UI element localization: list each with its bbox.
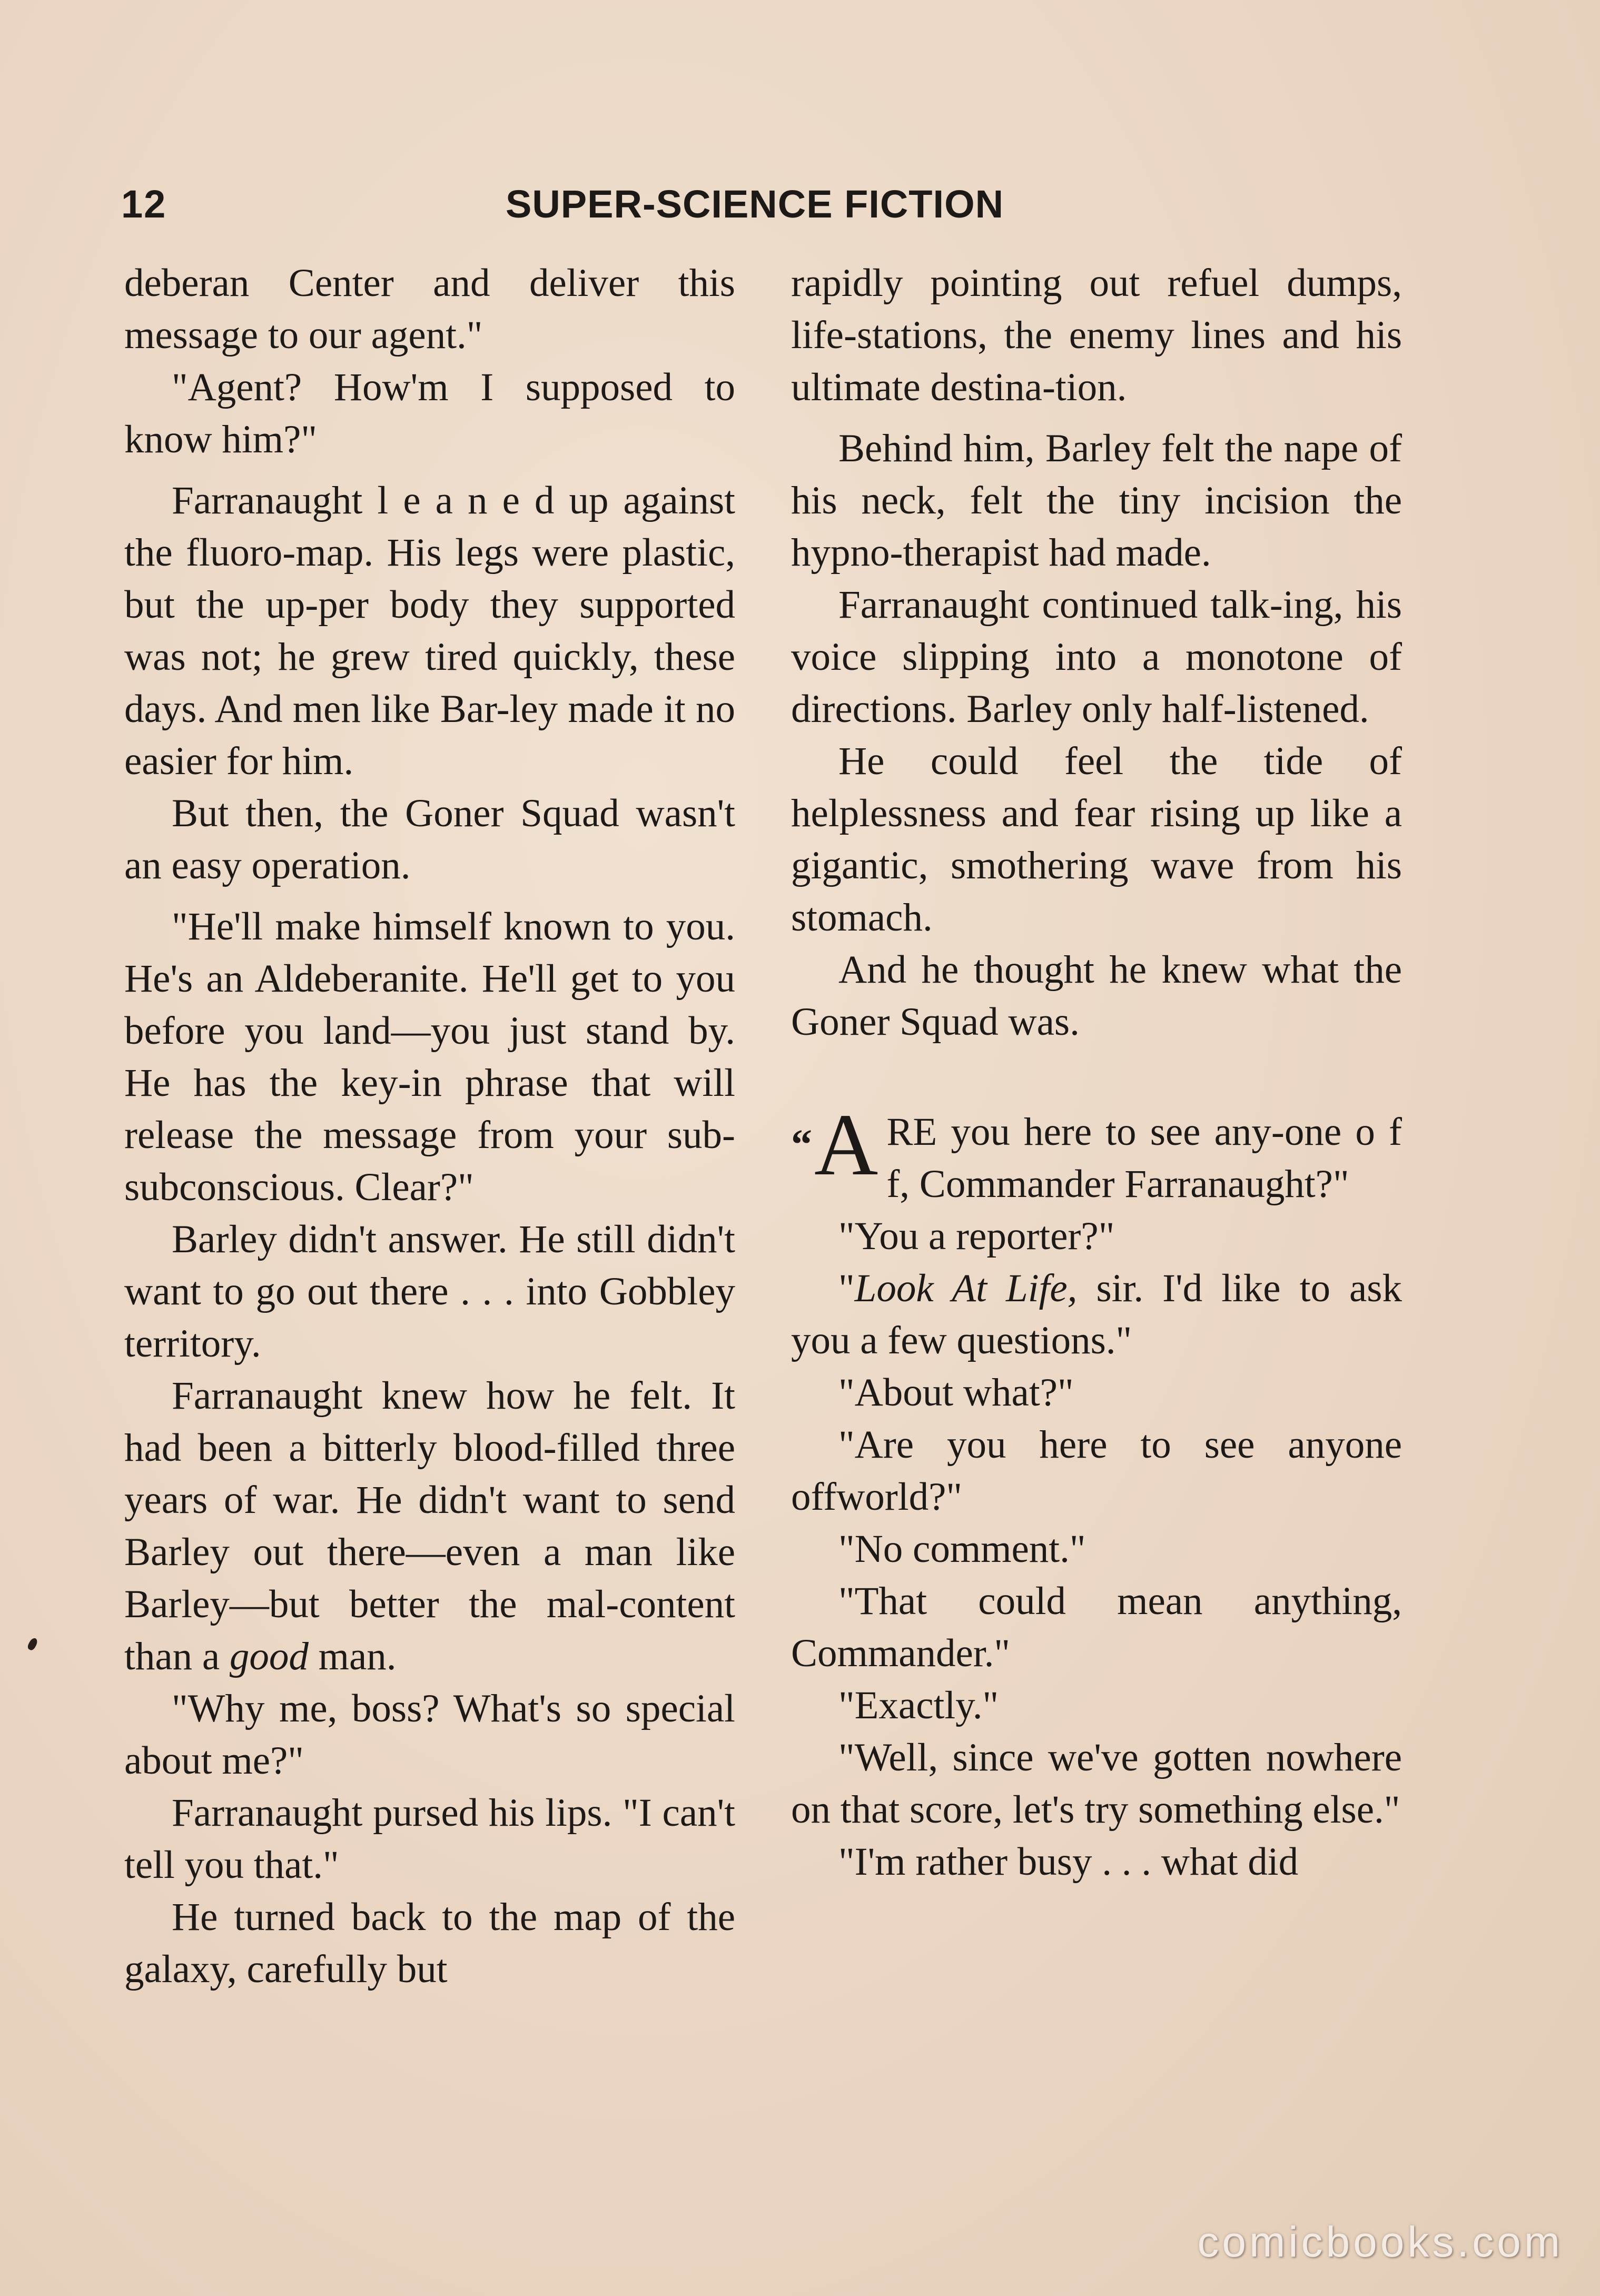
paragraph xyxy=(124,474,735,787)
italic-text: Look At Life, xyxy=(854,1266,1078,1310)
right-column-part-two xyxy=(791,1210,1402,1888)
paragraph xyxy=(124,1683,735,1787)
paragraph xyxy=(791,1210,1402,1262)
drop-cap-quote: “ xyxy=(791,1122,812,1168)
paragraph xyxy=(791,579,1402,735)
paragraph xyxy=(124,1370,735,1683)
paragraph xyxy=(791,1575,1402,1679)
paragraph xyxy=(791,1679,1402,1731)
text-run: "About what?" xyxy=(838,1371,1074,1414)
paragraph xyxy=(124,900,735,1213)
text-run: Barley didn't answer. He still didn't want to go out there . . . into Gobbley territory. xyxy=(124,1218,735,1365)
section-opening-paragraph xyxy=(791,1096,1402,1210)
right-column-part-one xyxy=(791,257,1402,1048)
paragraph xyxy=(791,257,1402,413)
paragraph xyxy=(791,944,1402,1048)
paragraph xyxy=(791,1367,1402,1419)
text-run: sir. I'd like to ask you a few questions." xyxy=(791,1266,1402,1362)
text-run: Farranaught l e a n e d up against the fluoro-map. His legs were plastic, but the up-per body they supported was not; he grew tired quickly, these days. And men like Bar-ley made it no easier for him. xyxy=(124,479,735,783)
text-run: "Are you here to see anyone offworld?" xyxy=(791,1423,1402,1519)
paragraph xyxy=(124,1213,735,1370)
paragraph xyxy=(124,257,735,361)
text-run: "That could mean anything, Commander." xyxy=(791,1579,1402,1675)
drop-cap xyxy=(791,1096,878,1194)
paragraph xyxy=(791,735,1402,944)
text-run: "He'll make himself known to you. He's an Aldeberanite. He'll get to you before you land—you just stand by. He has the key-in phrase that will release the message from your sub-subconscious. Clear?" xyxy=(124,905,735,1209)
text-run: "Why me, boss? What's so special about me?" xyxy=(124,1687,735,1783)
text-run: Farranaught continued talk-ing, his voice slipping into a monotone of directions. Barley only half-listened. xyxy=(791,583,1402,731)
text-run: rapidly pointing out refuel dumps, life-stations, the enemy lines and his ultimate destina-tion. xyxy=(791,261,1402,409)
page-number: 12 xyxy=(121,182,167,226)
ink-speck xyxy=(26,1637,39,1651)
paragraph xyxy=(124,787,735,892)
text-run: deberan Center and deliver this message to our agent." xyxy=(124,261,735,357)
text-run: "Agent? How'm I supposed to know him?" xyxy=(124,365,735,461)
running-head: SUPER-SCIENCE FICTION xyxy=(506,182,1004,226)
paragraph xyxy=(791,1419,1402,1523)
right-text-column xyxy=(791,257,1402,1888)
text-run: "I'm rather busy . . . what did xyxy=(838,1840,1299,1884)
section-opening-text: RE you here to see any-one o f f, Commander Farranaught?" xyxy=(886,1110,1402,1206)
text-run: Farranaught knew how he felt. It had been a bitterly blood-filled three years of war. He didn't want to send Barley out there—even a man like Barley—but better the mal-content than a xyxy=(124,1374,735,1678)
text-run: He could feel the tide of helplessness and fear rising up like a gigantic, smothering wave from his stomach. xyxy=(791,739,1402,939)
text-run: And he thought he knew what the Goner Squad was. xyxy=(791,948,1402,1044)
left-text-column xyxy=(124,257,735,1995)
text-run: But then, the Goner Squad wasn't an easy operation. xyxy=(124,791,735,887)
page-header xyxy=(121,182,1406,245)
paragraph xyxy=(791,1262,1402,1367)
paragraph xyxy=(791,1731,1402,1836)
text-run: He turned back to the map of the galaxy, carefully but xyxy=(124,1895,735,1991)
text-run: Farranaught pursed his lips. "I can't tell you that." xyxy=(124,1791,735,1887)
paragraph xyxy=(124,361,735,466)
paragraph xyxy=(791,1523,1402,1575)
text-run: man. xyxy=(308,1635,397,1678)
text-run: "Well, since we've gotten nowhere on that score, let's try something else." xyxy=(791,1736,1402,1832)
drop-cap-letter: A xyxy=(814,1096,878,1194)
paragraph xyxy=(124,1787,735,1891)
watermark: comicbooks.com xyxy=(1197,2218,1563,2266)
paragraph xyxy=(124,1891,735,1995)
paragraph xyxy=(791,422,1402,579)
text-run: "No comment." xyxy=(838,1527,1086,1571)
text-run: " xyxy=(838,1266,855,1310)
paragraph xyxy=(791,1836,1402,1888)
text-run: "You a reporter?" xyxy=(838,1214,1115,1258)
text-run: "Exactly." xyxy=(838,1684,999,1727)
text-run: Behind him, Barley felt the nape of his neck, felt the tiny incision the hypno-therapist had made. xyxy=(791,427,1402,575)
italic-text: good xyxy=(229,1635,309,1678)
